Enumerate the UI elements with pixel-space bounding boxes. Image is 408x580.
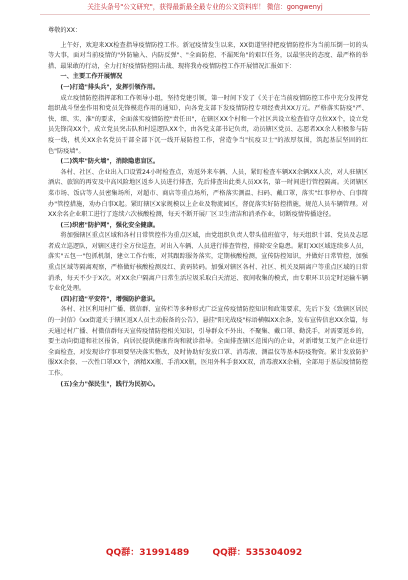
section-heading-1: 一、主要工作开展情况 bbox=[60, 73, 123, 81]
footer-contact bbox=[0, 545, 408, 558]
subheading-2: (二)筑牢"防火墙"，消除隐患盲区。 bbox=[60, 158, 160, 166]
greeting: 尊敬的XX： bbox=[48, 27, 82, 34]
subheading-1: (一)打造"排头兵"，发挥引领作用。 bbox=[60, 83, 160, 91]
paragraph-3: 将加强辖区重点区域和各村日常管控作为重点区域，由党组织负责人带头值班值守，每天组织十部、党员及志愿者成立巡逻队，对辖区进行全方位巡查，对出入车辆、人员进行排查管控，排除安全隐患。紧盯XX区域连续多人员，落实"五包一"包抓机制，建立工作台账，对其跟踪服务落实，定期核酸检测，宣传防控知识，并做好日常管控，加强重点区域等隔离观察，严格做好核酸检测及红、黄码转码。加强对辖区各村、社区、机关及隔离户等重点区域的日常消杀，每天不少于X次。对XX余户隔离户日常生活垃圾采取白天清运、夜间收集的模式，由专职环卫员定时运输车辆专业化处理。 bbox=[48, 232, 368, 293]
footer-qq-1: QQ群：31991489 bbox=[105, 548, 190, 558]
footer-qq-2: QQ群：535304092 bbox=[212, 548, 303, 558]
subheading-5: (五)全力"保民生"，践行为民初心。 bbox=[60, 380, 160, 388]
paragraph-4: 各村、社区利用村广播、微信群、宣传栏等多种形式广泛宣传疫情防控知识和政策要求，先后下发《致辖区居民的一封信》《xx街道关于辖区返X人员主动报备的公告》，悬挂"阳光战疫"标语横幅XX余条，发布宣传信息XX余篇，每天通过村广播、村微信群每天宣传疫情防控相关知识，引导群众不外出、不聚集、戴口罩、勤洗手，对需要返乡的，要主动向街道和社区报备，向居民提供健康咨询和就诊指导。全面排查辖区范围内的企业，对新增复工复产企业进行全面检查，对发现诊疗事项要坚决落实整改，及时协助好发放口罩、消毒液、测温仪等基本防疫物资。累计发放防护服XX余套、一次性口罩XX个，酒精XX瓶、手消XX瓶，医用外科手套XX双，消毒液XX余桶，全部用于基层疫情防控工作。 bbox=[48, 306, 368, 377]
subheading-4: (四)打造"平安符"，增强防护意识。 bbox=[60, 295, 160, 303]
intro-paragraph: 上午好，欢迎来XX检查指导疫情防控工作。新冠疫情发生以来，XX街道坚持把疫情防控作为当前压倒一切的头等大事，面对当前疫情的"外防输入、内防反弹"、"全面防控、不漏死角"的艰巨任务，以最坚决的态度、最严格的举措、最果敢的行动，全力打好疫情防控阻击战、现将我办疫情防控工作开展情况汇报如下： bbox=[48, 41, 368, 70]
document-body bbox=[48, 26, 368, 390]
paragraph-2: 各村、社区、企业出入口设置24小时检查点，劝返外来车辆、人员，紧盯检查车辆XX余辆XX人次，对人驻辖区酒店、旅馆的再安及中高风险地区返乡人员进行排查，先后排查出此类人员XX名，第一时间进行管控隔离。关闭辖区菜市场、饭店等人员密集场所，对超市、商店等重点场所，严格落实测温、扫码、戴口罩，落实"红事停办、白事简办"管控措施，劝办白事X起。紧盯辖区X家规模以上企业及物流园区，督促落实好防控措施，规范人员车辆管理。对XX余名企业职工进行了连续六次核酸检测，每天不断开展厂区卫生清洁和消杀作业，切断疫情传播途径。 bbox=[48, 168, 368, 219]
paragraph-1: 成立疫情防控指挥部和工作领导小组，坚持党建引领，第一时间下发了《关于在当前疫情防控工作中充分发挥党组织战斗堡垒作用和党员先锋模范作用的通知》，向各党支部下发疫情防控专项经费共XX万元。严格落实防疫"严、快、细、实、准"的要求，全面落实疫情防控"责任田"，在辖区XX个村和一个社区共设立检查值守点位XX个，设立党员先锋岗XX个，成立党员突击队和村巡逻队XX个，由各党支部书记负责，动员辖区党员、志愿者XX余人积极参与防疫一线，机关XX余名党员干部全部下沉一线开展防控工作，营造争当"抗疫卫士"的浓厚氛围，筑起基层坚固的红色"防疫墙"。 bbox=[48, 94, 368, 155]
header-banner: 关注头条号"公文研究"，获得最新最全最专业的公文资料库！ 微信：gongwenyj bbox=[40, 3, 370, 15]
subheading-3: (三)织密"防护网"，强化安全健康。 bbox=[60, 221, 160, 229]
